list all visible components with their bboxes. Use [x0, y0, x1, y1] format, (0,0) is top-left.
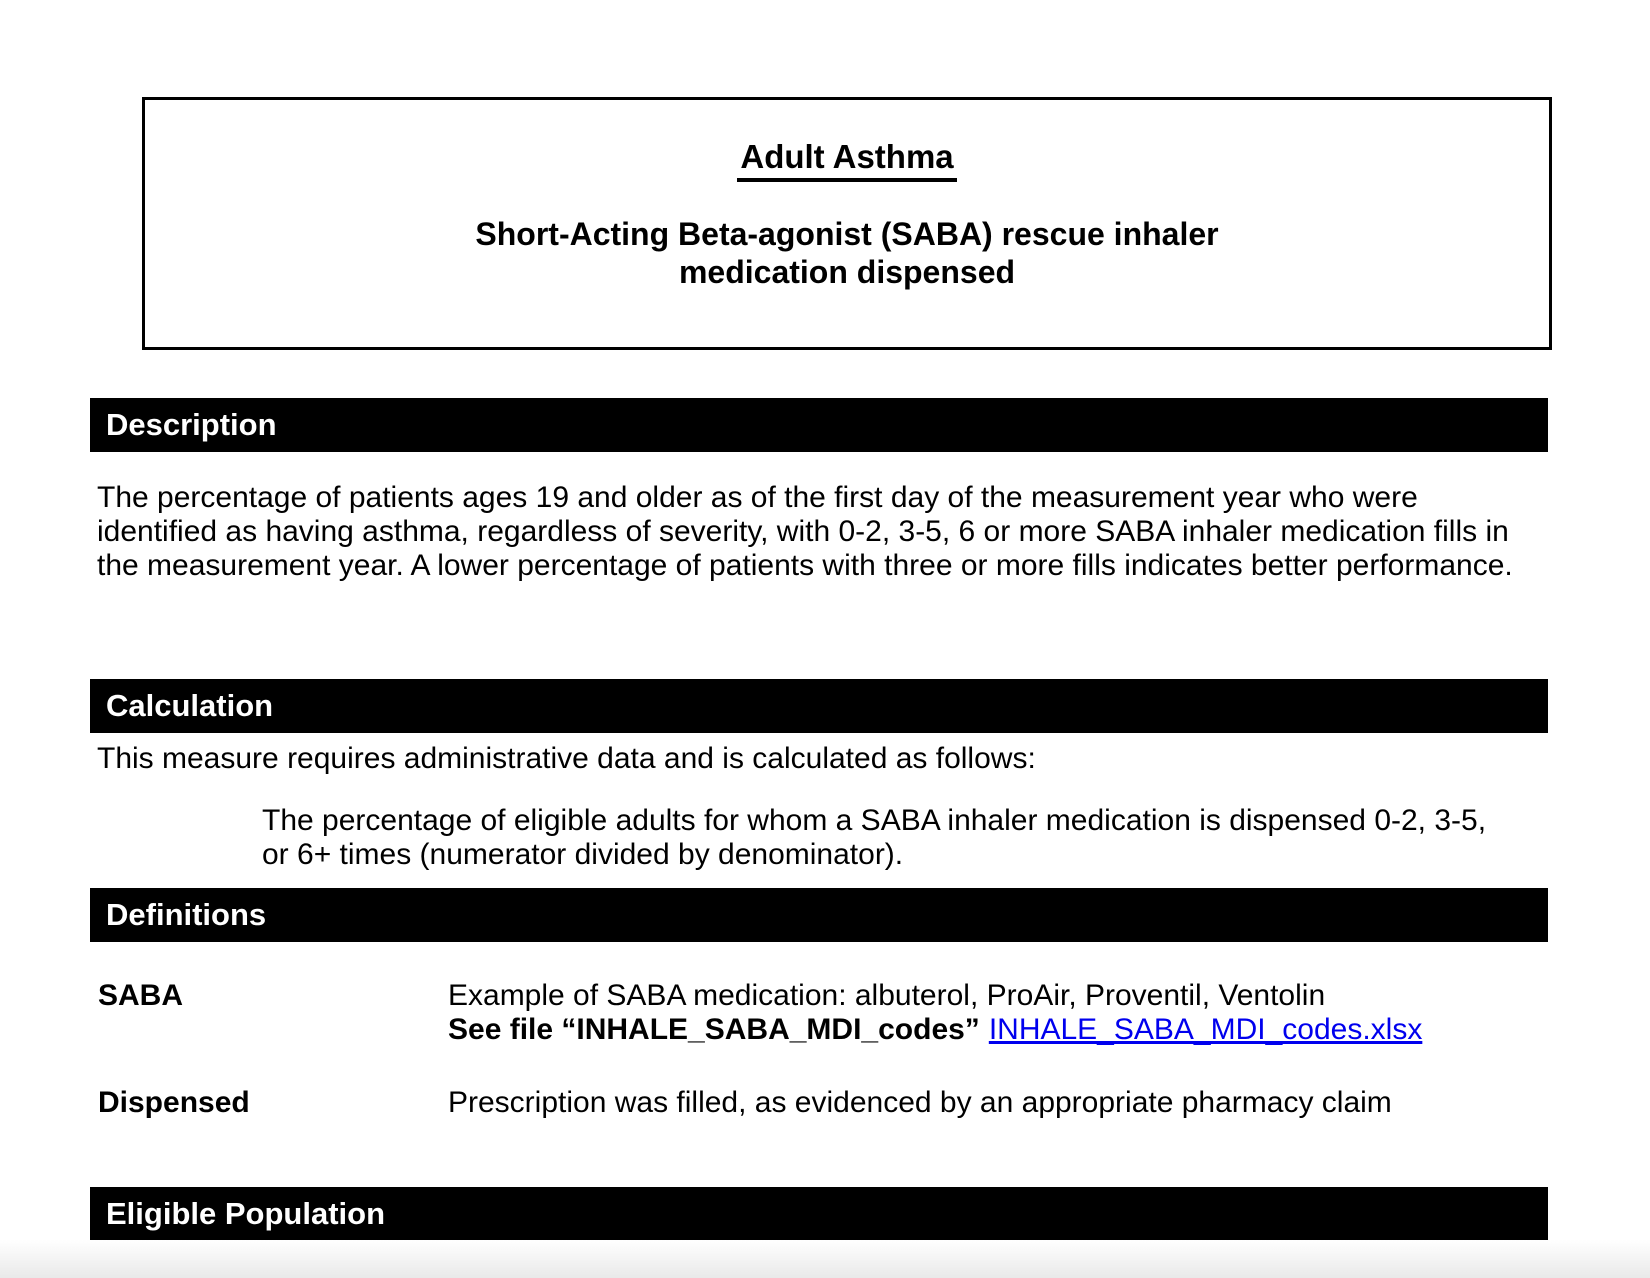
calculation-detail-line2: or 6+ times (numerator divided by denominator).	[262, 838, 904, 871]
document-title-line	[145, 137, 1549, 182]
definition-term-dispensed: Dispensed	[98, 1086, 250, 1119]
description-text: The percentage of patients ages 19 and older as of the first day of the measurement year who were identified as having asthma, regardless of severity, with 0-2, 3-5, 6 or more SABA inhaler medication fills in the measurement year. A lower percentage of patients with three or more fills indicates better performance.	[97, 481, 1513, 582]
saba-see-file-line	[448, 1013, 1568, 1047]
calculation-detail	[262, 804, 1492, 872]
calculation-detail-line1: The percentage of eligible adults for whom a SABA inhaler medication is dispensed 0-2, 3-5,	[262, 804, 1487, 837]
section-header-description: Description	[90, 398, 1548, 452]
document-subtitle-line2: medication dispensed	[678, 254, 1016, 290]
calculation-intro: This measure requires administrative data and is calculated as follows:	[97, 742, 1036, 775]
saba-codes-file-link[interactable]: INHALE_SABA_MDI_codes.xlsx	[988, 1013, 1423, 1046]
definition-text-dispensed: Prescription was filled, as evidenced by an appropriate pharmacy claim	[448, 1086, 1392, 1119]
document-subtitle	[145, 215, 1549, 291]
document-title: Adult Asthma	[737, 137, 956, 182]
document-subtitle-line1: Short-Acting Beta-agonist (SABA) rescue inhaler	[475, 216, 1219, 252]
section-header-eligible-population: Eligible Population	[90, 1187, 1548, 1240]
see-file-label: See file “INHALE_SABA_MDI_codes”	[448, 1013, 980, 1046]
section-header-definitions: Definitions	[90, 888, 1548, 942]
saba-examples-line: Example of SABA medication: albuterol, ProAir, Proventil, Ventolin	[448, 979, 1326, 1012]
section-header-calculation: Calculation	[90, 679, 1548, 733]
title-box	[142, 97, 1552, 350]
page-bottom-edge	[0, 1240, 1650, 1278]
definition-text-saba	[448, 979, 1568, 1047]
definition-term-saba: SABA	[98, 979, 184, 1012]
